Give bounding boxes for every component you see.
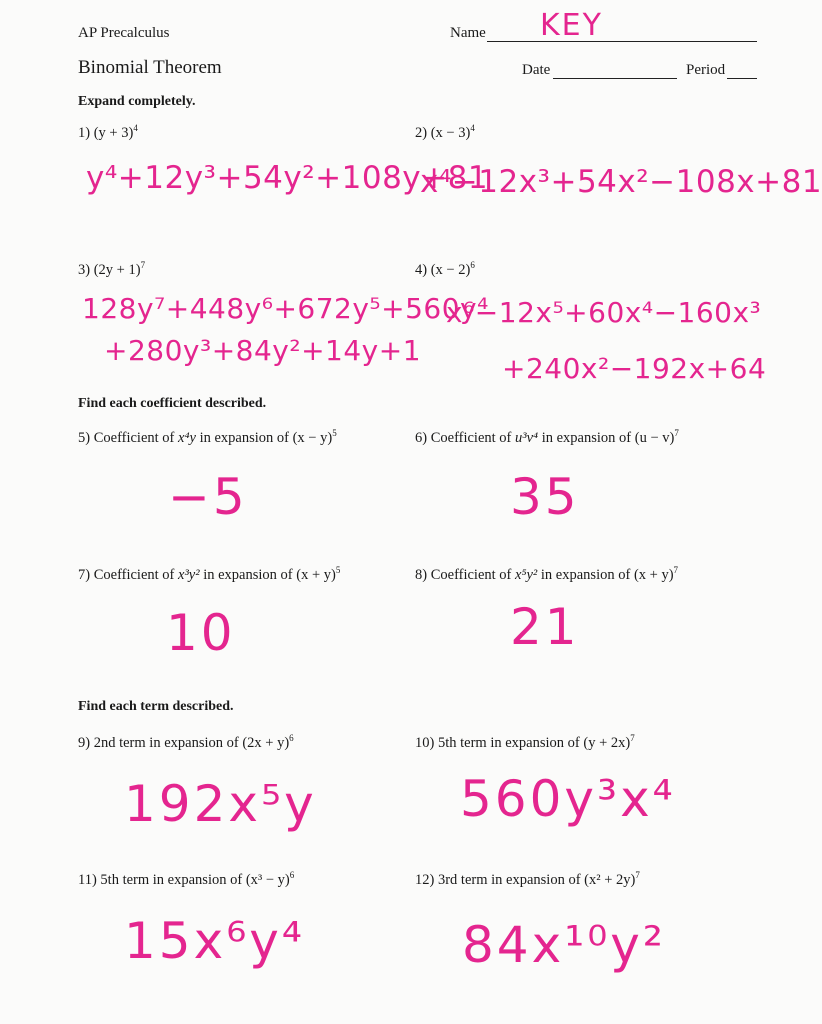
answer-7: 10 bbox=[166, 604, 236, 662]
problem-5: 5) Coefficient of x⁴y in expansion of $(x - y)^5$ bbox=[78, 428, 337, 446]
problem-4: 4) $(x - 2)^6$ bbox=[415, 260, 475, 278]
date-line bbox=[553, 78, 677, 79]
answer-4-line-2: +240x²−192x+64 bbox=[502, 352, 767, 385]
name-line bbox=[487, 41, 757, 42]
problem-12: 12) 3rd term in expansion of $(x^2 + 2y)^7$ bbox=[415, 870, 640, 888]
problem-11: 11) 5th term in expansion of $(x^3 - y)^6$ bbox=[78, 870, 295, 888]
answer-12: 84x¹⁰y² bbox=[462, 916, 666, 974]
answer-2: x⁴−12x³+54x²−108x+81 bbox=[420, 164, 822, 200]
problem-1: 1) $(y + 3)^4$ bbox=[78, 123, 138, 141]
section-term: Find each term described. bbox=[78, 699, 234, 714]
answer-5: −5 bbox=[168, 468, 248, 526]
problem-6: 6) Coefficient of u³v⁴ in expansion of $(u - v)^7$ bbox=[415, 428, 679, 446]
answer-1: y⁴+12y³+54y²+108y+81 bbox=[86, 160, 489, 196]
answer-8: 21 bbox=[510, 598, 580, 656]
section-expand: Expand completely. bbox=[78, 94, 196, 109]
answer-4-line-1: x⁶−12x⁵+60x⁴−160x³ bbox=[446, 296, 762, 329]
answer-9: 192x⁵y bbox=[124, 775, 317, 833]
period-label: Period bbox=[686, 62, 726, 78]
answer-11: 15x⁶y⁴ bbox=[124, 912, 305, 970]
problem-9: 9) 2nd term in expansion of $(2x + y)^6$ bbox=[78, 733, 294, 751]
name-value: KEY bbox=[540, 8, 603, 43]
worksheet-title: Binomial Theorem bbox=[78, 57, 222, 78]
problem-7: 7) Coefficient of x³y² in expansion of $(x + y)^5$ bbox=[78, 565, 341, 583]
answer-3-line-2: +280y³+84y²+14y+1 bbox=[104, 334, 422, 367]
section-coefficient: Find each coefficient described. bbox=[78, 396, 267, 411]
answer-3-line-1: 128y⁷+448y⁶+672y⁵+560y⁴ bbox=[82, 292, 489, 325]
period-line bbox=[727, 78, 757, 79]
problem-8: 8) Coefficient of x⁵y² in expansion of $(x + y)^7$ bbox=[415, 565, 679, 583]
problem-3: 3) $(2y + 1)^7$ bbox=[78, 260, 146, 278]
answer-10: 560y³x⁴ bbox=[460, 770, 676, 828]
date-label: Date bbox=[522, 62, 551, 78]
problem-2: 2) $(x - 3)^4$ bbox=[415, 123, 475, 141]
answer-6: 35 bbox=[510, 468, 580, 526]
course-title: AP Precalculus bbox=[78, 25, 170, 41]
name-label: Name bbox=[450, 25, 486, 41]
problem-10: 10) 5th term in expansion of $(y + 2x)^7$ bbox=[415, 733, 635, 751]
